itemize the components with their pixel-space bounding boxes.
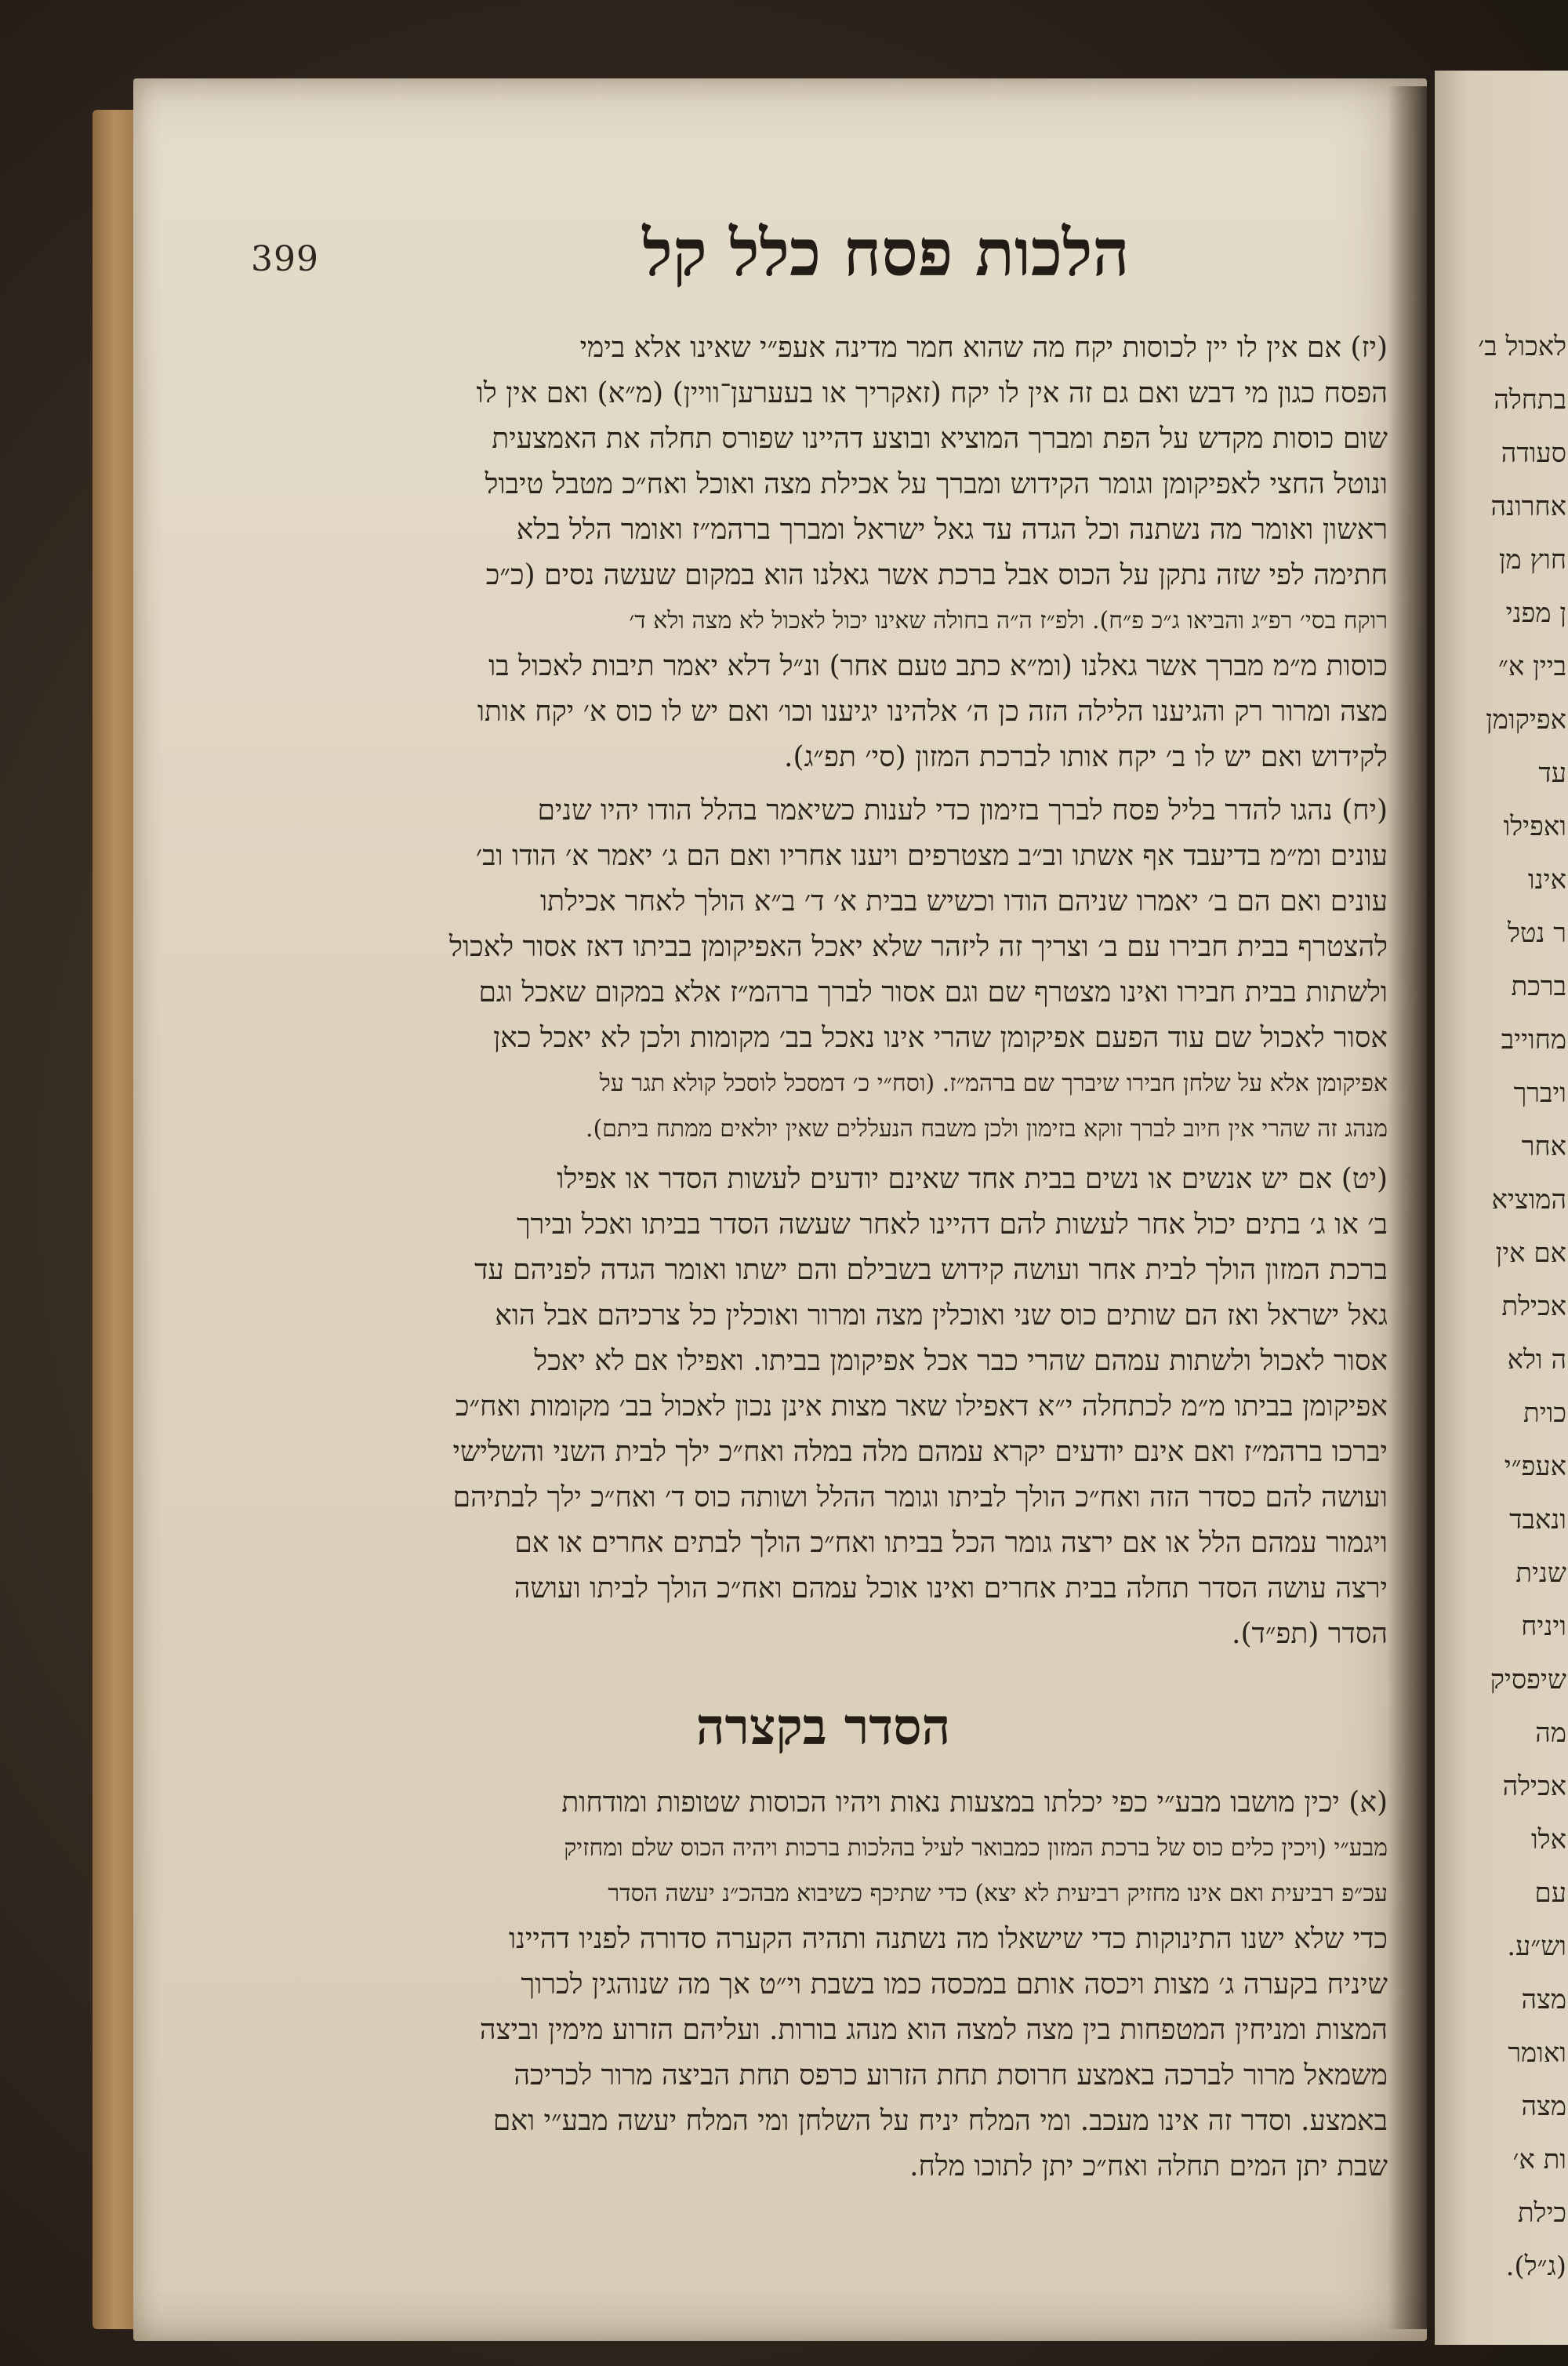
fragment-line: ויברך bbox=[1513, 1078, 1566, 1109]
text-line: להצטרף בבית חבירו עם ב׳ וצריך זה ליזהר שלא יאכל האפיקומן בביתו דאז אסור לאכול bbox=[449, 931, 1388, 963]
running-title: הלכות פסח כלל קל bbox=[642, 216, 1130, 291]
fragment-line: מחוייב bbox=[1501, 1024, 1566, 1056]
fragment-line: אחר bbox=[1521, 1131, 1566, 1162]
fragment-line: חוץ מן bbox=[1498, 544, 1566, 576]
fragment-line: לאכול ב׳ bbox=[1478, 331, 1566, 362]
text-line: מנהג זה שהרי אין חיוב לברך זוקא בזימון ולכן משבח הנעללים שאין יולאים ממתח ביתם). bbox=[585, 1115, 1388, 1143]
fragment-line: אכילת bbox=[1501, 1291, 1566, 1322]
fragment-line: כוית bbox=[1523, 1397, 1566, 1429]
fragment-line: אם אין bbox=[1495, 1238, 1566, 1269]
fragment-line: סעודה bbox=[1501, 438, 1566, 469]
fragment-line: עם bbox=[1534, 1877, 1566, 1909]
text-line: שבת יתן המים תחלה ואח״כ יתן לתוכו מלח. bbox=[909, 2150, 1388, 2182]
text-line: עונים ומ״מ בדיעבד אף אשתו וב״ב מצטרפים ויענו אחריו ואם הם ג׳ יאמר א׳ הודו וב׳ bbox=[475, 840, 1388, 872]
text-line: (יז) אם אין לו יין לכוסות יקח מה שהוא חמר מדינה אעפ״י שאינו אלא בימי bbox=[579, 332, 1388, 364]
fragment-line: אחרונה bbox=[1490, 491, 1566, 522]
fragment-line: עד bbox=[1538, 758, 1566, 789]
text-line: אסור לאכול שם עוד הפעם אפיקומן שהרי אינו נאכל בב׳ מקומות ולכן לא יאכל כאן bbox=[493, 1022, 1388, 1054]
fragment-line: ה ולא bbox=[1507, 1344, 1566, 1376]
text-line: אפיקומן אלא על שלחן חבירו שיברך שם ברהמ״ז. (וסח״י כ׳ דמסכל לוסכל קולא תגר על bbox=[599, 1070, 1388, 1097]
page-header bbox=[235, 208, 1388, 294]
text-line: הסדר (תפ״ד). bbox=[1232, 1618, 1388, 1650]
fragment-line: שנית bbox=[1515, 1557, 1566, 1589]
fragment-line: אכילה bbox=[1502, 1771, 1566, 1802]
text-line: (א) יכין מושבו מבע״י כפי יכלתו במצעות נאות ויהיו הכוסות שטופות ומודחות bbox=[561, 1786, 1388, 1819]
text-line: חתימה לפי שזה נתקן על הכוס אבל ברכת אשר גאלנו הוא במקום שעשה נסים (כ״כ bbox=[485, 559, 1388, 591]
text-line: אפיקומן בביתו מ״מ לכתחלה י״א דאפילו שאר מצות אינן נכון לאכול בב׳ מקומות ואח״כ bbox=[455, 1390, 1388, 1423]
text-line: כוסות מ״מ מברך אשר גאלנו (ומ״א כתב טעם אחר) ונ״ל דלא יאמר תיבות לאכול בו bbox=[488, 650, 1388, 682]
text-line: הפסח כגון מי דבש ואם גם זה אין לו יקח (זאקריך או בעערען־וויין) (מ״א) ואם אין לו bbox=[476, 377, 1388, 409]
fragment-line: ואומר bbox=[1508, 2037, 1566, 2069]
book-gutter bbox=[1388, 86, 1435, 2329]
fragment-line: כילת bbox=[1517, 2197, 1566, 2229]
fragment-line: ברכת bbox=[1511, 971, 1566, 1002]
text-line: גאל ישראל ואז הם שותים כוס שני ואוכלין מצה ומרור ואוכלין כל צרכיהם אבל הוא bbox=[495, 1299, 1388, 1332]
text-line: עונים ואם הם ב׳ יאמרו שניהם הודו וכשיש בבית א׳ ד׳ ב״א הולך לאחר אכילתו bbox=[539, 885, 1388, 918]
text-line: מצה ומרור רק והגיענו הלילה הזה כן ה׳ אלהינו יגיענו וכו׳ ואם יש לו כוס א׳ יקח אותו bbox=[477, 696, 1388, 728]
paragraph-19 bbox=[259, 1157, 1388, 1657]
text-line: רוקח בסי׳ רפ״ג והביאו ג״כ פ״ח). ולפ״ז ה״ה בחולה שאינו יכול לאכול לא מצה ולא ד׳ bbox=[629, 607, 1388, 634]
text-line: עכ״פ רביעית ואם אינו מחזיק רביעית לא יצא) כדי שתיכף כשיבוא מבהכ״נ יעשה הסדר bbox=[608, 1880, 1388, 1907]
section-title: הסדר בקצרה bbox=[695, 1698, 951, 1757]
text-line: ולשתות בבית חבירו ואינו מצטרף שם וגם אסור לברך ברהמ״ז אלא במקום שאכל וגם bbox=[478, 976, 1388, 1009]
fragment-line: (ג״ל). bbox=[1505, 2251, 1566, 2282]
fragment-line: ויניח bbox=[1521, 1611, 1566, 1642]
text-line: לקידוש ואם יש לו ב׳ יקח אותו לברכת המזון (סי׳ תפ״ג). bbox=[784, 741, 1388, 773]
adjacent-page-fragment bbox=[1435, 71, 1568, 2345]
fragment-line: אפיקומן bbox=[1486, 704, 1566, 736]
fragment-line: ן מפני bbox=[1505, 598, 1566, 629]
fragment-line: ר נטל bbox=[1507, 918, 1566, 949]
fragment-line: ואפילו bbox=[1503, 811, 1566, 842]
text-line: ועושה להם כסדר הזה ואח״כ הולך לביתו וגומר ההלל ושותה כוס ד׳ ואח״כ ילך לבתיהם bbox=[452, 1481, 1388, 1514]
fragment-line: וש״ע. bbox=[1507, 1931, 1566, 1962]
fragment-line: המוציא bbox=[1491, 1184, 1566, 1216]
fragment-line: ביין א״ bbox=[1497, 651, 1566, 682]
fragment-line: אעפ״י bbox=[1504, 1451, 1566, 1482]
text-line: המצות ומניחין המטפחות בין מצה למצה הוא מנהג בורות. ועליהם הזרוע מימין וביצה bbox=[479, 2014, 1388, 2046]
fragment-line: ונאבד bbox=[1509, 1504, 1566, 1536]
fragment-line: מצה bbox=[1521, 1984, 1566, 2015]
text-line: באמצע. וסדר זה אינו מעכב. ומי המלח יניח על השלחן ומי המלח יעשה מבע״י ואם bbox=[492, 2105, 1388, 2137]
fragment-line: אינו bbox=[1527, 864, 1566, 896]
text-line: ויגמור עמהם הלל או אם ירצה גומר הכל בביתו ואח״כ הולך לבתים אחרים או אם bbox=[514, 1527, 1388, 1559]
paragraph-17 bbox=[259, 325, 1388, 780]
text-line: מבע״י (ויכין כלים כוס של ברכת המזון כמבואר לעיל בהלכות ברכות ויהיה הכוס שלם ומחזיק bbox=[564, 1834, 1388, 1862]
fragment-line: שיפסיק bbox=[1490, 1664, 1566, 1695]
text-line: משמאל מרור לברכה באמצע חרוסת תחת הזרוע כרפס תחת הביצה מרור לכריכה bbox=[514, 2059, 1388, 2092]
text-line: כדי שלא ישנו התינוקות כדי שישאלו מה נשתנה ותהיה הקערה סדורה לפניו דהיינו bbox=[509, 1923, 1388, 1955]
text-line: ב׳ או ג׳ בתים יכול אחר לעשות להם דהיינו לאחר שעשה הסדר בביתו ואכל ובירך bbox=[516, 1208, 1388, 1241]
text-line: שיניח בקערה ג׳ מצות ויכסה אותם במכסה כמו בשבת וי״ט אך מה שנוהגין לכרוך bbox=[521, 1968, 1388, 2001]
paragraph-18 bbox=[259, 788, 1388, 1152]
fragment-line: מה bbox=[1535, 1717, 1566, 1749]
fragment-line: בתחלה bbox=[1494, 384, 1566, 416]
fragment-line: ות א׳ bbox=[1512, 2144, 1566, 2175]
text-line: ונוטל החצי לאפיקומן וגומר הקידוש ומברך על אכילת מצה ואוכל ואח״כ מטבל טיבול bbox=[485, 468, 1388, 500]
fragment-line: מצה bbox=[1521, 2091, 1566, 2122]
text-line: ירצה עושה הסדר תחלה בבית אחרים ואינו אוכל עמהם ואח״כ הולך לביתו ועושה bbox=[514, 1572, 1388, 1605]
text-line: ברכת המזון הולך לבית אחר ועושה קידוש בשבילם והם ישתו ואומר הגדה לפניהם עד bbox=[474, 1254, 1388, 1286]
fragment-line: אלו bbox=[1530, 1824, 1566, 1855]
text-line: שום כוסות מקדש על הפת ומברך המוציא ובוצע דהיינו שפורס תחלה את האמצעית bbox=[492, 423, 1388, 455]
text-line: (יט) אם יש אנשים או נשים בבית אחד שאינם יודעים לעשות הסדר או אפילו bbox=[557, 1163, 1388, 1195]
text-line: יברכו ברהמ״ז ואם אינם יודעים יקרא עמהם מלה במלה ואח״כ ילך לבית השני והשלישי bbox=[452, 1436, 1388, 1468]
paragraph-seder-1 bbox=[259, 1780, 1388, 2190]
text-line: אסור לאכול ולשתות עמהם שהרי כבר אכל אפיקומן בביתו. ואפילו אם לא יאכל bbox=[534, 1345, 1388, 1377]
text-line: ראשון ואומר מה נשתנה וכל הגדה עד גאל ישראל ומברך ברהמ״ז ואומר הלל בלא bbox=[516, 514, 1388, 546]
text-line: (יח) נהגו להדר בליל פסח לברך בזימון כדי לענות כשיאמר בהלל הודו יהיו שנים bbox=[537, 794, 1388, 827]
page-number: 399 bbox=[251, 239, 319, 279]
